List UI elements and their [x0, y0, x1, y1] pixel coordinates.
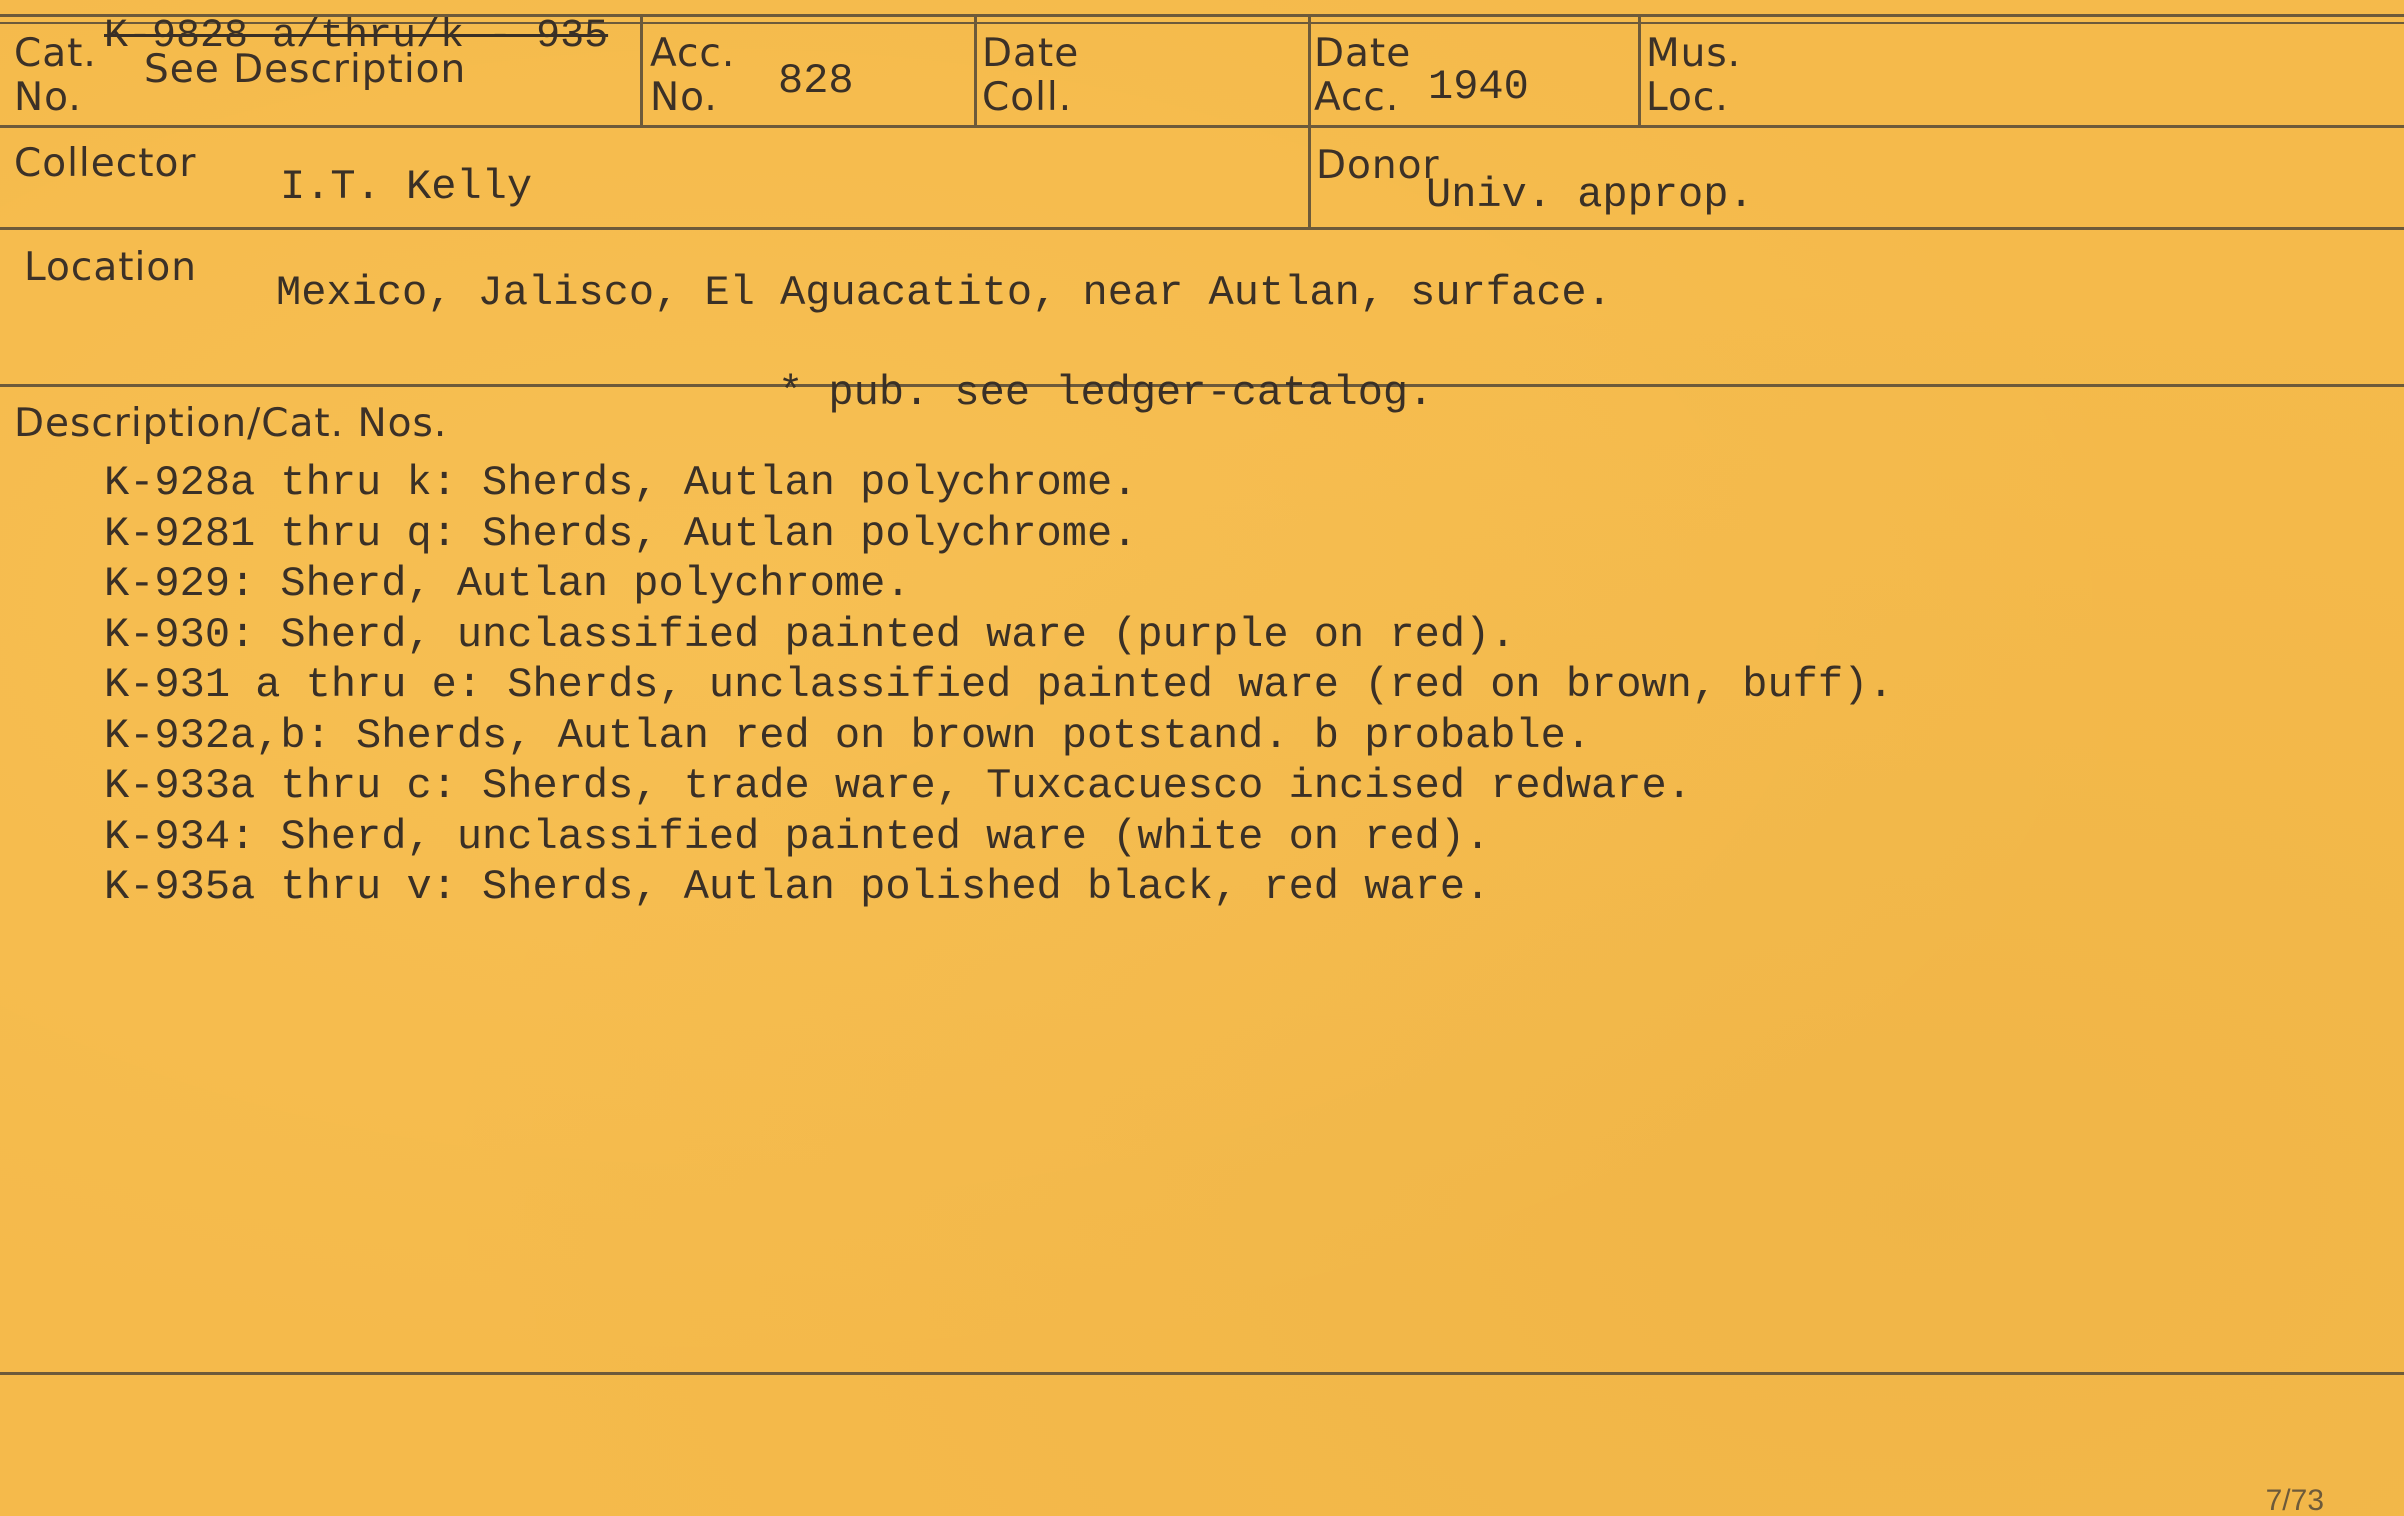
date-coll-label [982, 32, 1079, 120]
location-label: Location [24, 245, 197, 290]
header-divider-4 [1638, 16, 1641, 126]
date-coll-label-line1: Date [982, 31, 1080, 76]
header-divider-3 [1308, 16, 1311, 126]
mus-loc-label-line1: Mus. [1646, 31, 1742, 76]
cat-no-typed-value: K-9828 a/thru/k - 935 [104, 14, 609, 59]
acc-label-line1: Acc. [650, 31, 736, 76]
cat-no-see-description: See Description [144, 47, 467, 92]
description-label: Description/Cat. Nos. [14, 401, 448, 446]
description-line: K-935a thru v: Sherds, Autlan polished black, red ware. [104, 863, 1491, 911]
date-acc-label-line1: Date [1314, 31, 1412, 76]
header-bottom-rule [0, 125, 2404, 128]
description-line: K-929: Sherd, Autlan polychrome. [104, 560, 911, 608]
description-line: K-930: Sherd, unclassified painted ware (purple on red). [104, 610, 1516, 659]
location-value: Mexico, Jalisco, El Aguacatito, near Autlan, surface. [276, 269, 1612, 317]
cat-label-line2: No. [14, 75, 82, 120]
cat-label-line1: Cat. [14, 31, 97, 76]
cat-no-label [14, 32, 97, 120]
description-list [104, 458, 1894, 913]
collector-donor-divider [1308, 126, 1311, 228]
pub-note: * pub. see ledger-catalog. [778, 369, 1434, 417]
header-divider-1 [640, 16, 643, 126]
description-line: K-9281 thru q: Sherds, Autlan polychrome. [104, 509, 1138, 558]
acc-label-line2: No. [650, 75, 718, 120]
description-line: K-932a,b: Sherds, Autlan red on brown potstand. b probable. [104, 711, 1592, 760]
description-line: K-933a thru c: Sherds, trade ware, Tuxcacuesco incised redware. [104, 762, 1692, 810]
description-line: K-931 a thru e: Sherds, unclassified painted ware (red on brown, buff). [104, 661, 1894, 709]
collector-value: I.T. Kelly [280, 163, 533, 211]
acc-no-label [650, 32, 735, 120]
mus-loc-label [1646, 32, 1741, 120]
description-line: K-934: Sherd, unclassified painted ware (white on red). [104, 812, 1491, 861]
page-mark: 7/73 [2265, 1484, 2324, 1516]
description-line: K-928a thru k: Sherds, Autlan polychrome. [104, 459, 1138, 507]
header-divider-2 [974, 16, 977, 126]
date-acc-value: 1940 [1428, 63, 1529, 111]
date-acc-label-line2: Acc. [1314, 75, 1400, 120]
footer-rule [0, 1372, 2404, 1375]
date-acc-label [1314, 32, 1411, 120]
collector-label: Collector [14, 141, 197, 186]
donor-value: Univ. approp. [1426, 171, 1754, 219]
collector-bottom-rule [0, 227, 2404, 230]
acc-no-value: 828 [778, 57, 854, 105]
mus-loc-label-line2: Loc. [1646, 75, 1729, 120]
date-coll-label-line2: Coll. [982, 75, 1073, 120]
donor-label: Donor [1316, 143, 1440, 188]
